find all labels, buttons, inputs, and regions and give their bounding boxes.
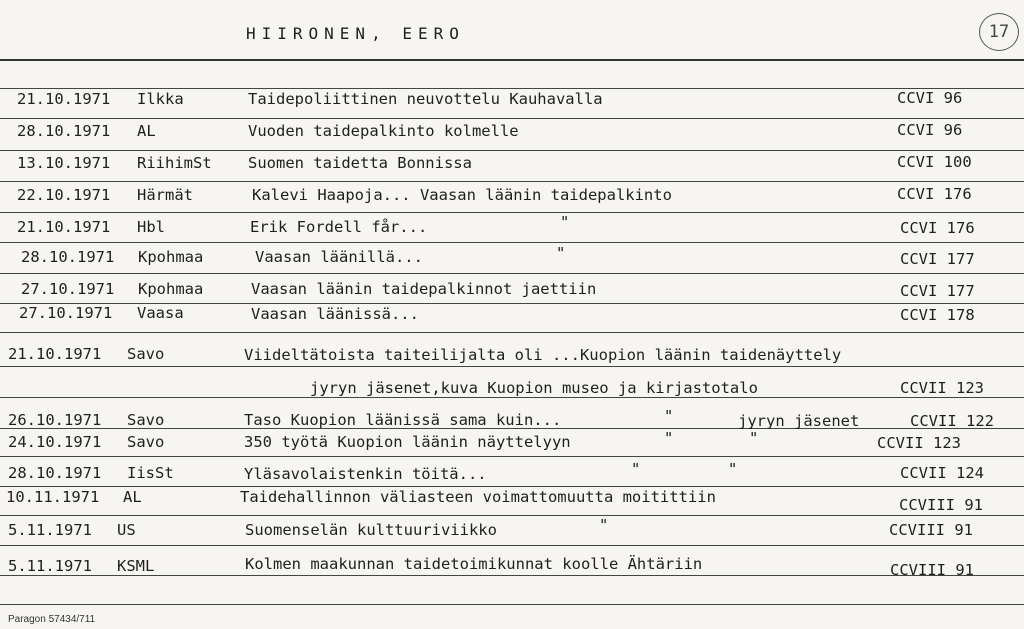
entry-date: 27.10.1971 <box>21 280 115 298</box>
entry-date: 27.10.1971 <box>19 304 113 322</box>
entry-title-continuation: jyryn jäsenet,kuva Kuopion museo ja kirjastotalo <box>310 379 758 397</box>
entry-title: Vaasan läänin taidepalkinnot jaettiin <box>251 280 597 298</box>
entry-date: 28.10.1971 <box>8 464 102 482</box>
entry-ref: CCVIII 91 <box>889 521 973 539</box>
entry-note: jyryn jäsenet <box>738 412 860 430</box>
entry-title: Vaasan läänillä... <box>255 248 423 266</box>
entry-date: 21.10.1971 <box>17 90 111 108</box>
entry-ref: CCVII 124 <box>900 464 984 482</box>
entry-source: Savo <box>127 411 165 429</box>
entry-source: Savo <box>127 433 165 451</box>
rule <box>0 242 1024 243</box>
card-number-stamp: 17 <box>979 13 1019 51</box>
rule <box>0 397 1024 398</box>
entry-title: Taidepoliittinen neuvottelu Kauhavalla <box>248 90 603 108</box>
rule <box>0 366 1024 367</box>
entry-date: 10.11.1971 <box>6 488 100 506</box>
entry-ref: CCVI 96 <box>897 121 963 139</box>
entry-ref: CCVI 176 <box>897 185 972 203</box>
entry-title: Taidehallinnon väliasteen voimattomuutta moitittiin <box>240 488 716 506</box>
entry-title: Vuoden taidepalkinto kolmelle <box>248 122 519 140</box>
entry-title: Kolmen maakunnan taidetoimikunnat koolle Ähtäriin <box>245 555 703 573</box>
entry-date: 21.10.1971 <box>8 345 102 363</box>
rule <box>0 515 1024 516</box>
entry-title: Erik Fordell får... <box>250 218 428 236</box>
entry-ref: CCVII 123 <box>900 379 984 397</box>
card-header-name: HIIRONEN, EERO <box>246 24 465 43</box>
rule <box>0 545 1024 546</box>
entry-ref: CCVI 177 <box>900 282 975 300</box>
ditto-mark: " <box>631 460 641 478</box>
rule <box>0 150 1024 151</box>
entry-source: Hbl <box>137 218 165 236</box>
ditto-mark: " <box>599 516 609 534</box>
entry-date: 13.10.1971 <box>17 154 111 172</box>
entry-source: Vaasa <box>137 304 184 322</box>
ditto-mark: " <box>560 213 570 231</box>
entry-source: Savo <box>127 345 165 363</box>
entry-date: 28.10.1971 <box>17 122 111 140</box>
rule <box>0 604 1024 605</box>
entry-source: US <box>117 521 136 539</box>
rule <box>0 456 1024 457</box>
rule <box>0 273 1024 274</box>
entry-ref: CCVII 123 <box>877 434 961 452</box>
entry-source: AL <box>123 488 142 506</box>
rule <box>0 59 1024 61</box>
entry-date: 26.10.1971 <box>8 411 102 429</box>
entry-source: Härmät <box>137 186 193 204</box>
entry-title: Suomenselän kulttuuriviikko <box>245 521 497 539</box>
entry-source: Kpohmaa <box>138 248 204 266</box>
entry-date: 21.10.1971 <box>17 218 111 236</box>
entry-title: 350 työtä Kuopion läänin näyttelyyn <box>244 433 571 451</box>
entry-source: RiihimSt <box>137 154 212 172</box>
ditto-mark: " <box>664 429 674 447</box>
rule <box>0 88 1024 89</box>
entry-source: IisSt <box>127 464 174 482</box>
entry-source: Kpohmaa <box>138 280 204 298</box>
entry-date: 5.11.1971 <box>8 557 92 575</box>
rule <box>0 118 1024 119</box>
entry-date: 28.10.1971 <box>21 248 115 266</box>
entry-ref: CCVI 100 <box>897 153 972 171</box>
entry-ref: CCVIII 91 <box>899 496 983 514</box>
entry-date: 22.10.1971 <box>17 186 111 204</box>
entry-ref: CCVII 122 <box>910 412 994 430</box>
entry-ref: CCVI 177 <box>900 250 975 268</box>
rule <box>0 575 1024 576</box>
ditto-mark: " <box>664 407 674 425</box>
entry-source: AL <box>137 122 156 140</box>
entry-title: Vaasan läänissä... <box>251 305 419 323</box>
ditto-mark: " <box>749 429 759 447</box>
entry-title: Suomen taidetta Bonnissa <box>248 154 472 172</box>
rule <box>0 212 1024 213</box>
rule <box>0 332 1024 333</box>
ditto-mark: " <box>728 460 738 478</box>
rule <box>0 486 1024 487</box>
entry-title: Taso Kuopion läänissä sama kuin... <box>244 411 562 429</box>
entry-ref: CCVI 176 <box>900 219 975 237</box>
entry-ref: CCVI 178 <box>900 306 975 324</box>
ditto-mark: " <box>556 244 566 262</box>
entry-title: Yläsavolaistenkin töitä... <box>244 465 487 483</box>
entry-date: 24.10.1971 <box>8 433 102 451</box>
printer-imprint: Paragon 57434/711 <box>8 614 96 625</box>
entry-ref: CCVIII 91 <box>890 561 974 579</box>
entry-ref: CCVI 96 <box>897 89 963 107</box>
entry-title: Kalevi Haapoja... Vaasan läänin taidepalkinto <box>252 186 672 204</box>
rule <box>0 181 1024 182</box>
entry-source: KSML <box>117 557 155 575</box>
entry-title: Viideltätoista taiteilijalta oli ...Kuopion läänin taidenäyttely <box>244 346 842 364</box>
entry-source: Ilkka <box>137 90 184 108</box>
entry-date: 5.11.1971 <box>8 521 92 539</box>
